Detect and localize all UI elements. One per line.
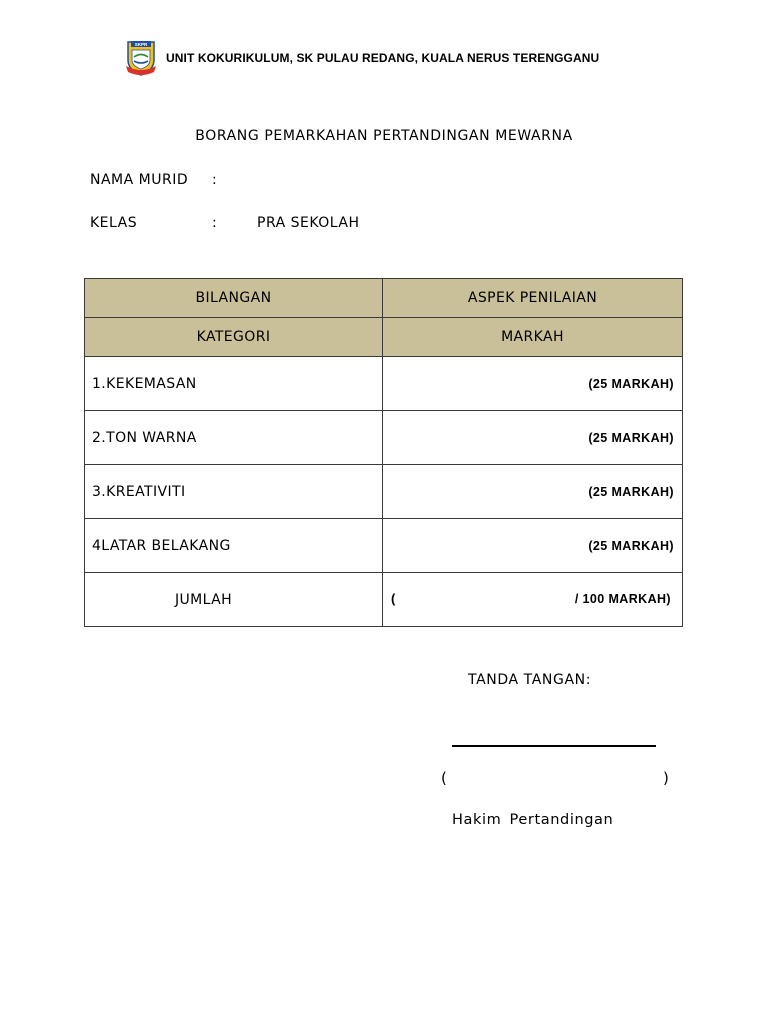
letterhead bbox=[124, 38, 599, 78]
total-label: JUMLAH bbox=[85, 573, 383, 627]
mark-cell[interactable]: (25 MARKAH) bbox=[383, 411, 683, 465]
score-table bbox=[84, 278, 683, 627]
name-field bbox=[90, 172, 218, 188]
total-row bbox=[85, 573, 683, 627]
name-open-paren: ( bbox=[441, 769, 447, 787]
total-open-paren: ( bbox=[391, 591, 396, 606]
total-mark: / 100 MARKAH) bbox=[574, 592, 671, 606]
table-row bbox=[85, 519, 683, 573]
class-value: PRA SEKOLAH bbox=[257, 215, 360, 231]
header-cell-kategori: KATEGORI bbox=[85, 318, 383, 357]
table-subheader-row bbox=[85, 318, 683, 357]
form-title: BORANG PEMARKAHAN PERTANDINGAN MEWARNA bbox=[195, 128, 573, 144]
table-row bbox=[85, 465, 683, 519]
total-cell[interactable] bbox=[383, 573, 683, 627]
category-cell: 2.TON WARNA bbox=[85, 411, 383, 465]
judge-role: Hakim Pertandingan bbox=[452, 812, 614, 828]
mark-cell[interactable]: (25 MARKAH) bbox=[383, 357, 683, 411]
class-label: KELAS bbox=[90, 215, 138, 231]
category-cell: 1.KEKEMASAN bbox=[85, 357, 383, 411]
signature-line[interactable] bbox=[452, 745, 656, 747]
name-colon: : bbox=[212, 172, 218, 188]
mark-cell[interactable]: (25 MARKAH) bbox=[383, 519, 683, 573]
mark-cell[interactable]: (25 MARKAH) bbox=[383, 465, 683, 519]
svg-text:SKPR: SKPR bbox=[134, 42, 148, 47]
header-cell-aspek: ASPEK PENILAIAN bbox=[383, 279, 683, 318]
class-colon: : bbox=[212, 215, 218, 231]
unit-title: UNIT KOKURIKULUM, SK PULAU REDANG, KUALA NERUS TERENGGANU bbox=[166, 51, 600, 65]
signature-label: TANDA TANGAN: bbox=[468, 672, 592, 688]
category-cell: 4LATAR BELAKANG bbox=[85, 519, 383, 573]
header-cell-markah: MARKAH bbox=[383, 318, 683, 357]
header-cell-bilangan: BILANGAN bbox=[85, 279, 383, 318]
class-field bbox=[90, 215, 360, 231]
name-close-paren: ) bbox=[663, 769, 669, 787]
table-row bbox=[85, 357, 683, 411]
table-header-row bbox=[85, 279, 683, 318]
table-row bbox=[85, 411, 683, 465]
name-label: NAMA MURID bbox=[90, 172, 189, 188]
school-crest-icon bbox=[124, 38, 158, 78]
category-cell: 3.KREATIVITI bbox=[85, 465, 383, 519]
